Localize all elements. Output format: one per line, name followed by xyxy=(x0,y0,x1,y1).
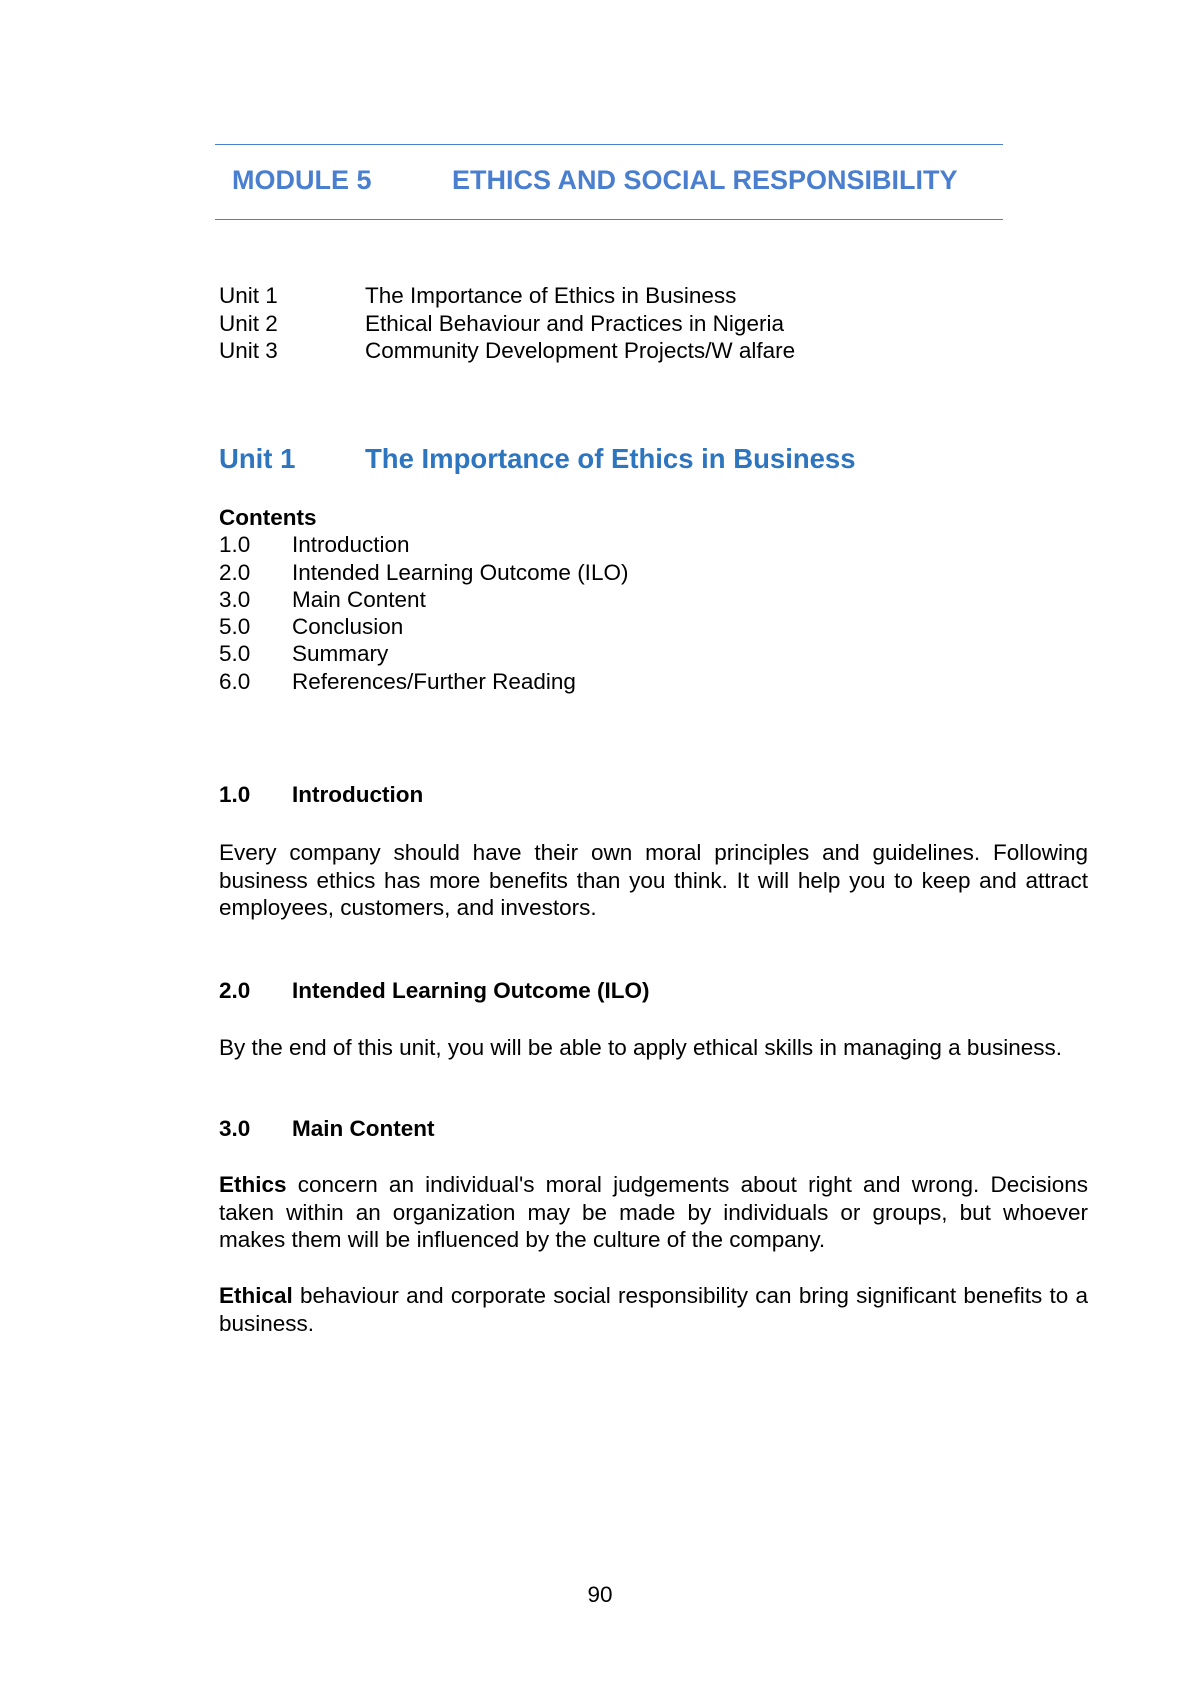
ethics-paragraph xyxy=(219,1171,1088,1254)
unit-number: Unit 1 xyxy=(219,283,278,308)
ethical-paragraph xyxy=(219,1282,1088,1337)
section-title: Main Content xyxy=(292,1116,435,1141)
contents-item-number: 1.0 xyxy=(219,532,251,558)
section-heading-ilo xyxy=(219,977,650,1005)
contents-item xyxy=(219,613,628,640)
unit-list-item xyxy=(219,337,795,365)
section-number: 3.0 xyxy=(219,1116,251,1141)
contents-item xyxy=(219,559,628,586)
contents-item-number: 3.0 xyxy=(219,586,251,612)
unit-title: The Importance of Ethics in Business xyxy=(365,283,737,308)
contents-item-text: References/Further Reading xyxy=(292,668,576,694)
ethics-definition: concern an individual's moral judgements about right and wrong. Decisions taken within an organization may be made by individuals or groups, but whoever makes them will be influenced by the culture of the company. xyxy=(219,1172,1088,1252)
header-top-rule xyxy=(215,144,1003,145)
unit-list-item xyxy=(219,310,795,338)
unit-number: Unit 2 xyxy=(219,310,278,336)
unit-list-item xyxy=(219,282,795,310)
contents-item-number: 2.0 xyxy=(219,559,251,585)
section-heading-main-content xyxy=(219,1115,434,1143)
page-number: 90 xyxy=(587,1582,613,1607)
contents-item-number: 5.0 xyxy=(219,641,251,667)
ethical-text: behaviour and corporate social responsibility can bring significant benefits to a business. xyxy=(219,1283,1088,1336)
module-title: ETHICS AND SOCIAL RESPONSIBILITY xyxy=(452,165,958,195)
contents-title: Contents xyxy=(219,505,317,530)
ilo-paragraph: By the end of this unit, you will be able to apply ethical skills in managing a business. xyxy=(219,1035,1062,1060)
introduction-paragraph: Every company should have their own moral principles and guidelines. Following business ethics has more benefits than you think. It will help you to keep and attract employees, customers, and investors. xyxy=(219,840,1088,920)
contents-item-number: 6.0 xyxy=(219,668,251,694)
section-number: 1.0 xyxy=(219,782,251,807)
ethics-term: Ethics xyxy=(219,1172,287,1197)
section-heading-introduction xyxy=(219,781,423,809)
module-label: MODULE 5 xyxy=(232,165,372,195)
contents-list xyxy=(219,504,628,695)
contents-item-text: Introduction xyxy=(292,532,410,558)
contents-item-text: Main Content xyxy=(292,586,426,612)
contents-item xyxy=(219,531,628,558)
unit-title: Ethical Behaviour and Practices in Nigeria xyxy=(365,310,784,336)
unit-number: Unit 3 xyxy=(219,338,278,363)
unit-list xyxy=(219,282,795,365)
ethical-term: Ethical xyxy=(219,1283,293,1308)
section-title: Intended Learning Outcome (ILO) xyxy=(292,978,650,1003)
unit-title: Community Development Projects/W alfare xyxy=(365,338,796,363)
contents-item xyxy=(219,668,628,695)
section-title: Introduction xyxy=(292,782,424,807)
contents-item xyxy=(219,640,628,667)
contents-item-text: Conclusion xyxy=(292,614,404,640)
contents-item xyxy=(219,586,628,613)
section-number: 2.0 xyxy=(219,978,251,1003)
contents-item-text: Summary xyxy=(292,641,389,667)
header-bottom-rule xyxy=(215,219,1003,220)
contents-item-text: Intended Learning Outcome (ILO) xyxy=(292,559,629,585)
contents-item-number: 5.0 xyxy=(219,614,251,640)
unit-heading-title: The Importance of Ethics in Business xyxy=(365,443,856,474)
unit-heading-number: Unit 1 xyxy=(219,443,296,474)
